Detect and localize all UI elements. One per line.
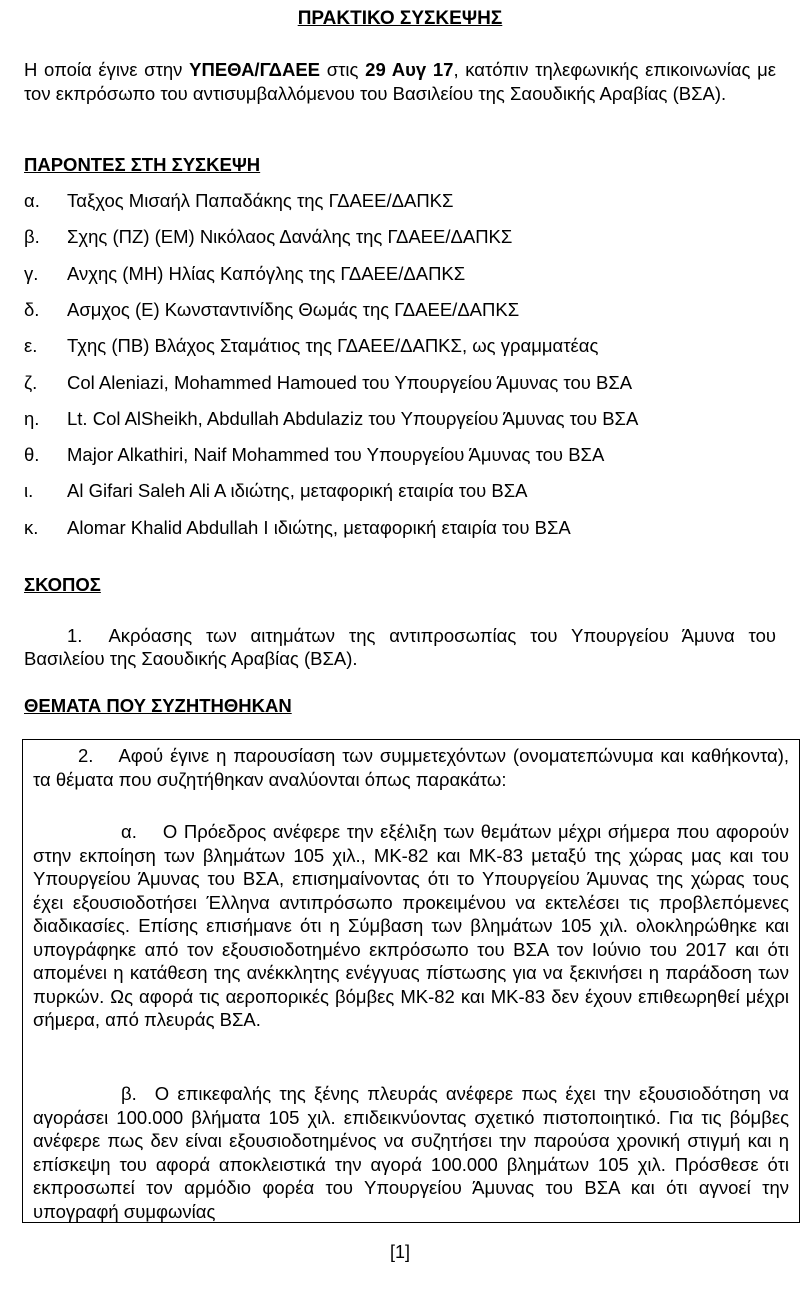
- attendee-name: Τχης (ΠΒ) Βλάχος Σταμάτιος της ΓΔΑΕΕ/ΔΑΠΚΣ, ως γραμματέας: [67, 335, 599, 357]
- intro-text-2: στις: [320, 59, 366, 80]
- topic-paragraph-b: [33, 1082, 789, 1223]
- attendee-name: Al Gifari Saleh Ali A ιδιώτης, μεταφορική εταιρία του ΒΣΑ: [67, 480, 528, 502]
- topic-b-letter: β.: [121, 1083, 137, 1104]
- intro-text-3: , κατόπιν τηλεφωνικής επικοινωνίας με τον εκπρόσωπο του αντισυμβαλλόμενου του Βασιλείου της Σαουδικής Αραβίας (ΒΣΑ).: [24, 59, 776, 104]
- attendee-name: Ανχης (ΜΗ) Ηλίας Καπόγλης της ΓΔΑΕΕ/ΔΑΠΚΣ: [67, 262, 466, 284]
- attendee-letter: β.: [24, 226, 40, 248]
- attendee-letter: κ.: [24, 516, 39, 538]
- intro-organization: ΥΠΕΘΑ/ΓΔΑΕΕ: [189, 59, 321, 80]
- document-title: ΠΡΑΚΤΙΚΟ ΣΥΣΚΕΨΗΣ: [297, 8, 503, 29]
- attendee-name: Alomar Khalid Abdullah I ιδιώτης, μεταφορική εταιρία του ΒΣΑ: [67, 516, 571, 538]
- topic-paragraph-2: [33, 744, 789, 791]
- topic-a-text: Ο Πρόεδρος ανέφερε την εξέλιξη των θεμάτων μέχρι σήμερα που αφορούν στην εκποίηση των βλημάτων 105 χιλ., ΜΚ-82 και ΜΚ-83 μεταξύ της χώρας μας και του Υπουργείου Άμυνας του ΒΣΑ, επισημαίνοντας ότι το Υπουργείου Άμυνας της χώρας τους έχει εξουσιοδοτήσει Έλληνα αντιπρόσωπο προκειμένου να εκτελέσει τις προβλεπόμενες διαδικασίες. Επίσης επισήμανε ότι η Σύμβαση των βλημάτων 105 χιλ. ολοκληρώθηκε και υπογράφηκε από τον εξουσιοδοτημένο εκπρόσωπο του ΒΣΑ τον Ιούνιο του 2017 και ότι απομένει η κατάθεση της ανέκκλητης ενέγγυας πίστωσης για να ξεκινήσει η παράδοση των πυρκών. Ως αφορά τις αεροπορικές βόμβες ΜΚ-82 και ΜΚ-83 δεν έχουν επιθεωρηθεί μέχρι σήμερα, από πλευράς ΒΣΑ.: [33, 821, 789, 1030]
- attendee-letter: ε.: [24, 335, 38, 357]
- topic-paragraph-a: [33, 820, 789, 1032]
- attendee-letter: ι.: [24, 480, 34, 502]
- purpose-paragraph: [24, 624, 776, 670]
- purpose-text: Ακρόασης των αιτημάτων της αντιπροσωπίας του Υπουργείου Άμυνα του Βασιλείου της Σαουδικής Αραβίας (ΒΣΑ).: [24, 625, 776, 669]
- attendee-letter: γ.: [24, 262, 39, 284]
- page-number: [1]: [389, 1242, 410, 1262]
- topic-2-text: Αφού έγινε η παρουσίαση των συμμετεχόντων (ονοματεπώνυμα και καθήκοντα), τα θέματα που συζητήθηκαν αναλύονται όπως παρακάτω:: [33, 745, 789, 790]
- attendee-name: Col Aleniazi, Mohammed Hamoued του Υπουργείου Άμυνας του ΒΣΑ: [67, 371, 633, 393]
- intro-paragraph: [24, 58, 776, 106]
- topic-a-letter: α.: [121, 821, 137, 842]
- purpose-heading: ΣΚΟΠΟΣ: [24, 574, 101, 595]
- attendee-letter: θ.: [24, 444, 40, 466]
- purpose-number: 1.: [67, 625, 83, 646]
- topic-b-text: Ο επικεφαλής της ξένης πλευράς ανέφερε πως έχει την εξουσιοδότηση να αγοράσει 100.000 βλήματα 105 χιλ. επιδεικνύοντας σχετικό πιστοποιητικό. Για τις βόμβες ανέφερε πως δεν είναι εξουσιοδοτημένος να συζητήσει την παρούσα χρονική στιγμή και η επίσκεψη του αφορά αποκλειστικά την αγορά 100.000 βλημάτων 105 χιλ. Πρόσθεσε ότι εκπροσωπεί τον αρμόδιο φορέα του Υπουργείου Άμυνας του ΒΣΑ και ότι αγνοεί την υπογραφή συμφωνίας: [33, 1083, 789, 1222]
- topics-heading: ΘΕΜΑΤΑ ΠΟΥ ΣΥΖΗΤΗΘΗΚΑΝ: [24, 695, 292, 716]
- attendee-name: Σχης (ΠΖ) (ΕΜ) Νικόλαος Δανάλης της ΓΔΑΕΕ/ΔΑΠΚΣ: [67, 226, 513, 248]
- attendee-name: Ασμχος (Ε) Κωνσταντινίδης Θωμάς της ΓΔΑΕΕ/ΔΑΠΚΣ: [67, 298, 520, 320]
- intro-date: 29 Αυγ 17: [365, 59, 454, 80]
- attendee-name: Major Alkathiri, Naif Mohammed του Υπουργείου Άμυνας του ΒΣΑ: [67, 444, 605, 466]
- attendee-letter: δ.: [24, 298, 40, 320]
- attendee-letter: ζ.: [24, 371, 38, 393]
- attendee-letter: α.: [24, 190, 40, 211]
- intro-text-1: Η οποία έγινε στην: [24, 59, 190, 80]
- attendees-heading: ΠΑΡΟΝΤΕΣ ΣΤΗ ΣΥΣΚΕΨΗ: [24, 154, 261, 175]
- attendee-name: Lt. Col AlSheikh, Abdullah Abdulaziz του Υπουργείου Άμυνας του ΒΣΑ: [67, 407, 639, 429]
- topics-box: [22, 739, 800, 1223]
- topic-2-number: 2.: [78, 745, 94, 766]
- attendee-letter: η.: [24, 407, 40, 429]
- attendee-name: Ταξχος Μισαήλ Παπαδάκης της ΓΔΑΕΕ/ΔΑΠΚΣ: [67, 190, 454, 211]
